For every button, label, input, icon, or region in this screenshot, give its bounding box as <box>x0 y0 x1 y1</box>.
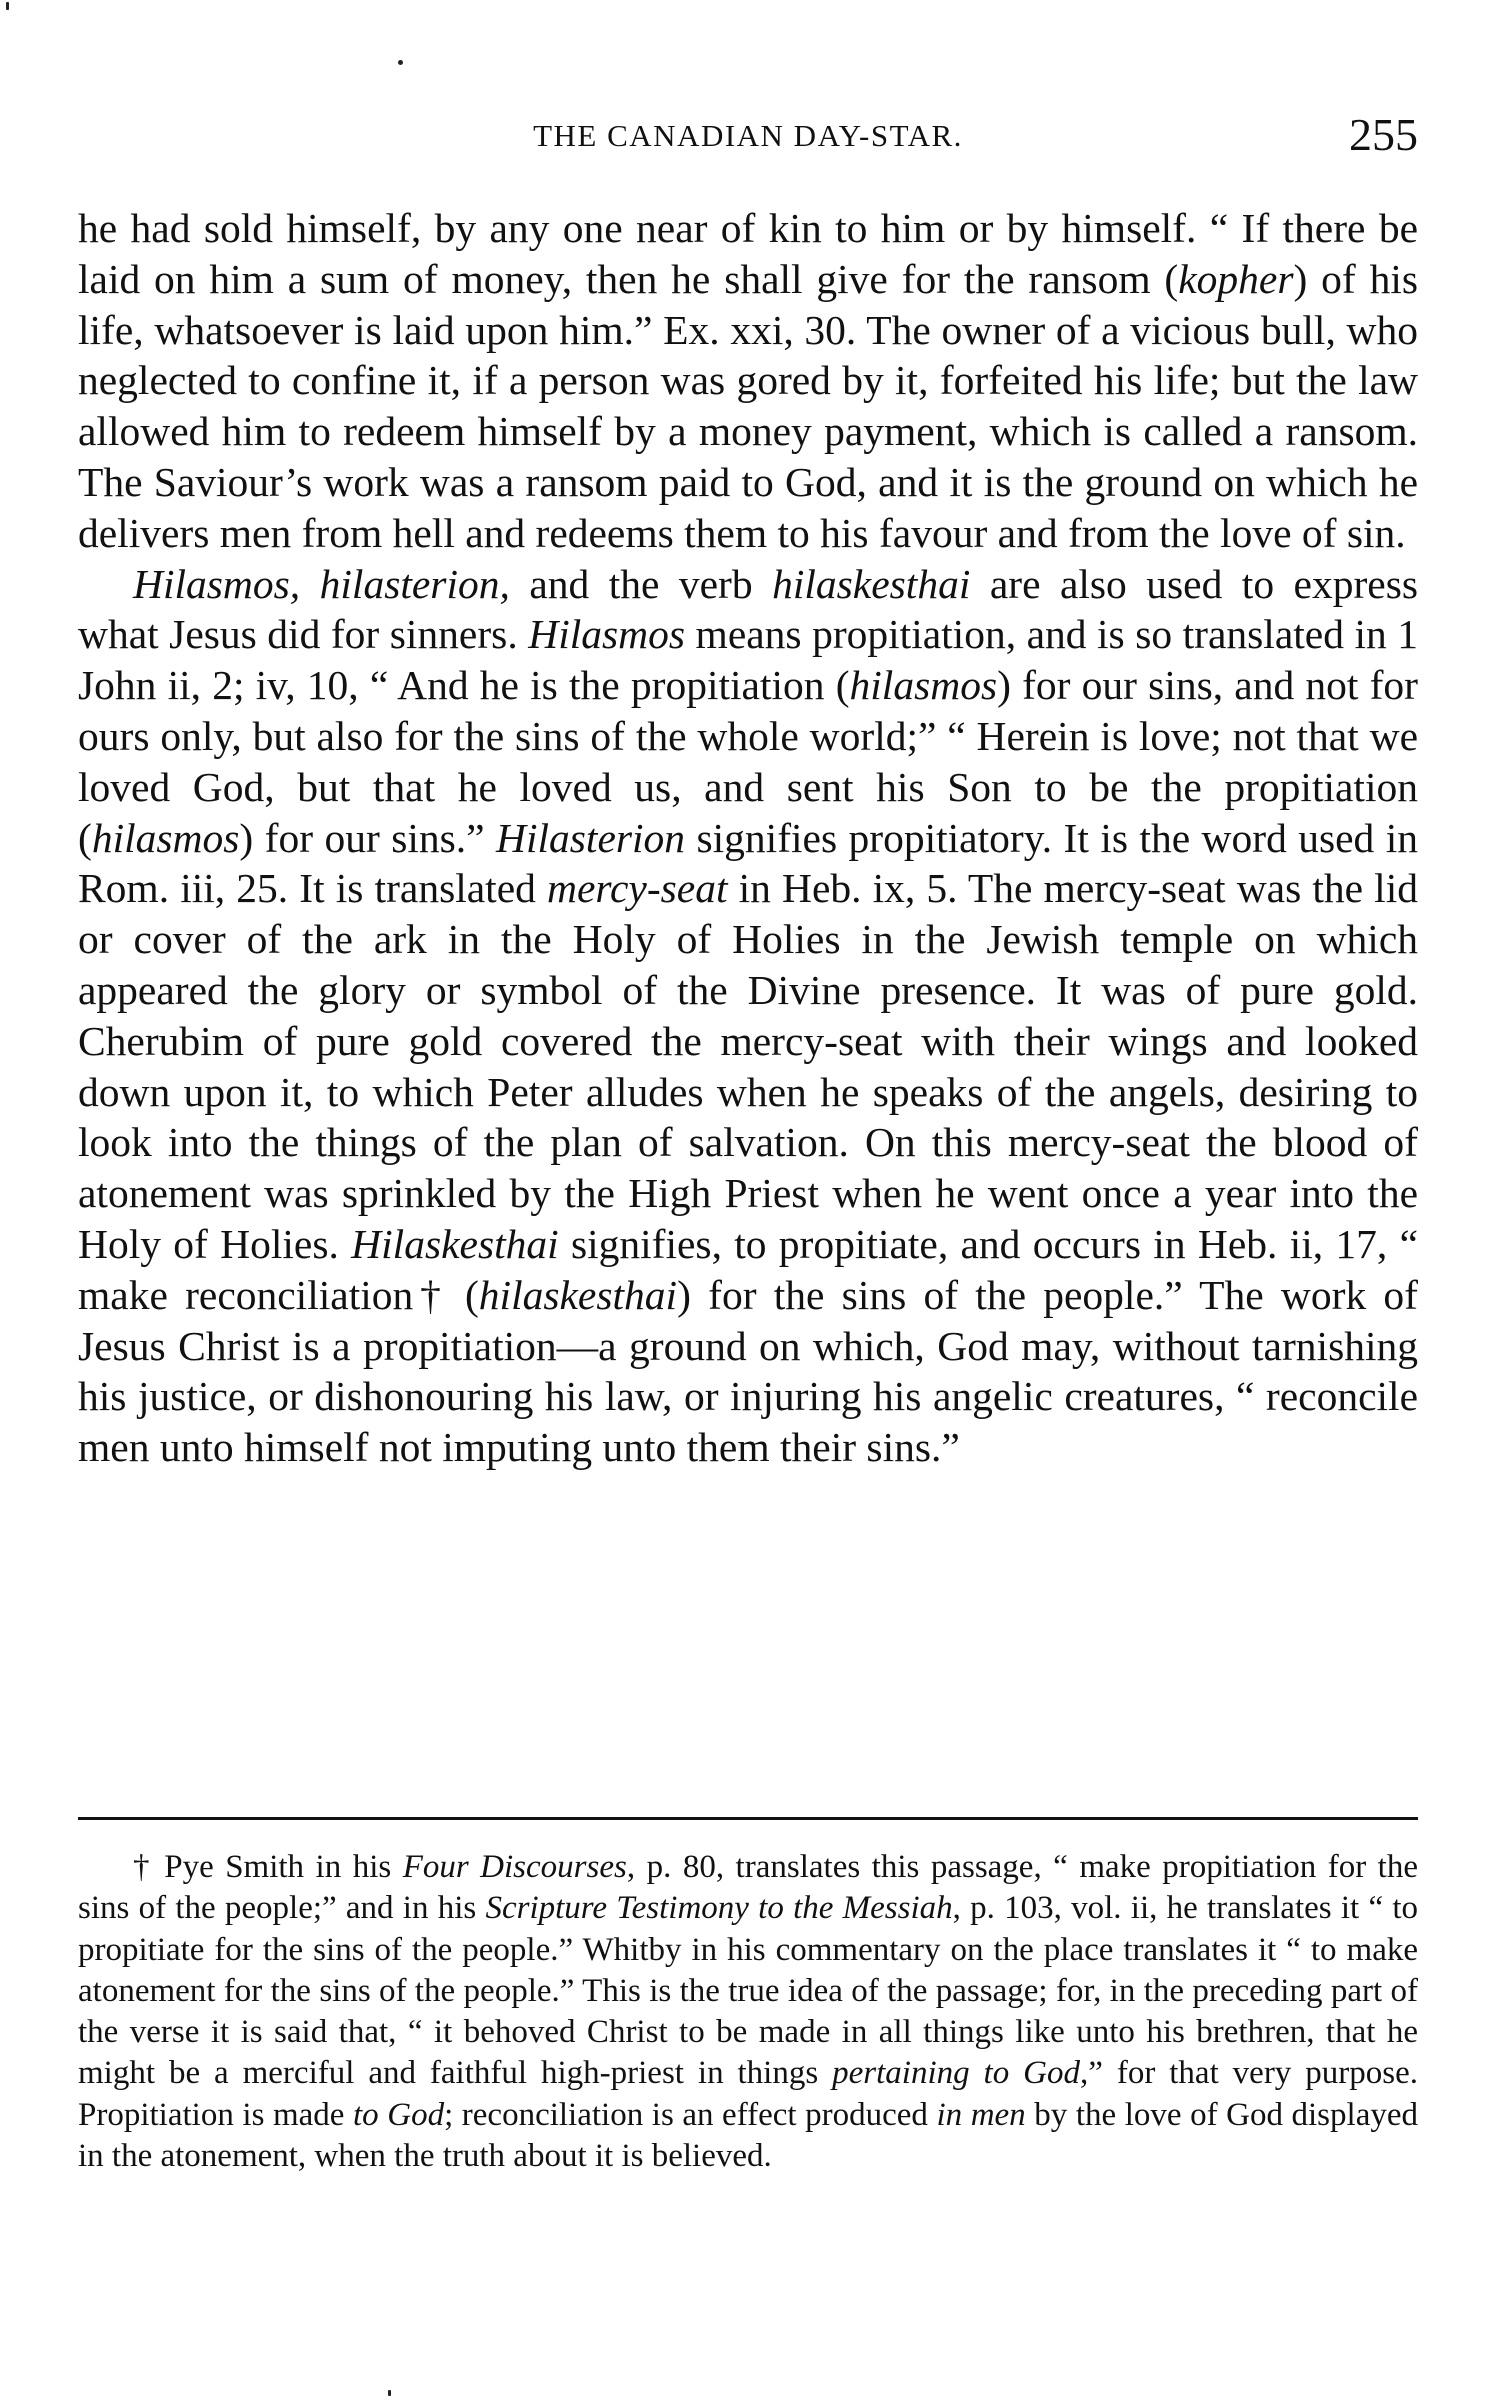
print-speck <box>398 60 403 65</box>
page-number: 255 <box>1349 109 1418 160</box>
page-header <box>78 108 1418 168</box>
footnote <box>78 1847 1418 2177</box>
paragraph: Hilasmos, hilasterion, and the verb hilaskesthai are also used to express what Jesus did for sinners. Hilasmos means propitiation, and is so translated in 1 John ii, 2; iv, 10, “ And he is the propitiation (hilasmos) for our sins, and not for ours only, but also for the sins of the whole world;” “ Herein is love; not that we loved God, but that he loved us, and sent his Son to be the propitiation (hilasmos) for our sins.” Hilasterion signifies propitiatory. It is the word used in Rom. iii, 25. It is translated mercy-seat in Heb. ix, 5. The mercy-seat was the lid or cover of the ark in the Holy of Holies in the Jewish temple on which appeared the glory or symbol of the Divine presence. It was of pure gold. Cherubim of pure gold covered the mercy-seat with their wings and looked down upon it, to which Peter alludes when he speaks of the angels, desiring to look into the things of the plan of salvation. On this mercy-seat the blood of atonement was sprinkled by the High Priest when he went once a year into the Holy of Holies. Hilaskesthai signifies, to propitiate, and occurs in Heb. ii, 17, “ make reconciliation† (hilaskesthai) for the sins of the people.” The work of Jesus Christ is a propitiation—a ground on which, God may, without tarnishing his justice, or dishonouring his law, or injuring his angelic creatures, “ reconcile men unto himself not imputing unto them their sins.” <box>78 560 1419 1471</box>
main-text <box>78 203 1418 1473</box>
print-speck <box>6 2 9 10</box>
footnote-divider <box>78 1817 1418 1820</box>
paragraph: he had sold himself, by any one near of kin to him or by himself. “ If there be laid on him a sum of money, then he shall give for the ransom (kopher) of his life, whatsoever is laid upon him.” Ex. xxi, 30. The owner of a vicious bull, who neglected to confine it, if a person was gored by it, forfeited his life; but the law allowed him to redeem himself by a money payment, which is called a ransom. The Saviour’s work was a ransom paid to God, and it is the ground on which he delivers men from hell and redeems them to his favour and from the love of sin. <box>78 205 1418 556</box>
print-speck <box>388 2390 391 2396</box>
running-head: THE CANADIAN DAY-STAR. <box>533 118 963 153</box>
footnote-text: † Pye Smith in his Four Discourses, p. 80, translates this passage, “ make propitiation for the sins of the people;” and in his Scripture Testimony to the Messiah, p. 103, vol. ii, he translates it “ to propitiate for the sins of the people.” Whitby in his commentary on the place translates it “ to make atonement for the sins of the people.” This is the true idea of the passage; for, in the preceding part of the verse it is said that, “ it behoved Christ to be made in all things like unto his brethren, that he might be a merciful and faithful high-priest in things pertaining to God,” for that very purpose. Propitiation is made to God; reconciliation is an effect produced in men by the love of God displayed in the atonement, when the truth about it is believed. <box>78 1849 1419 2175</box>
